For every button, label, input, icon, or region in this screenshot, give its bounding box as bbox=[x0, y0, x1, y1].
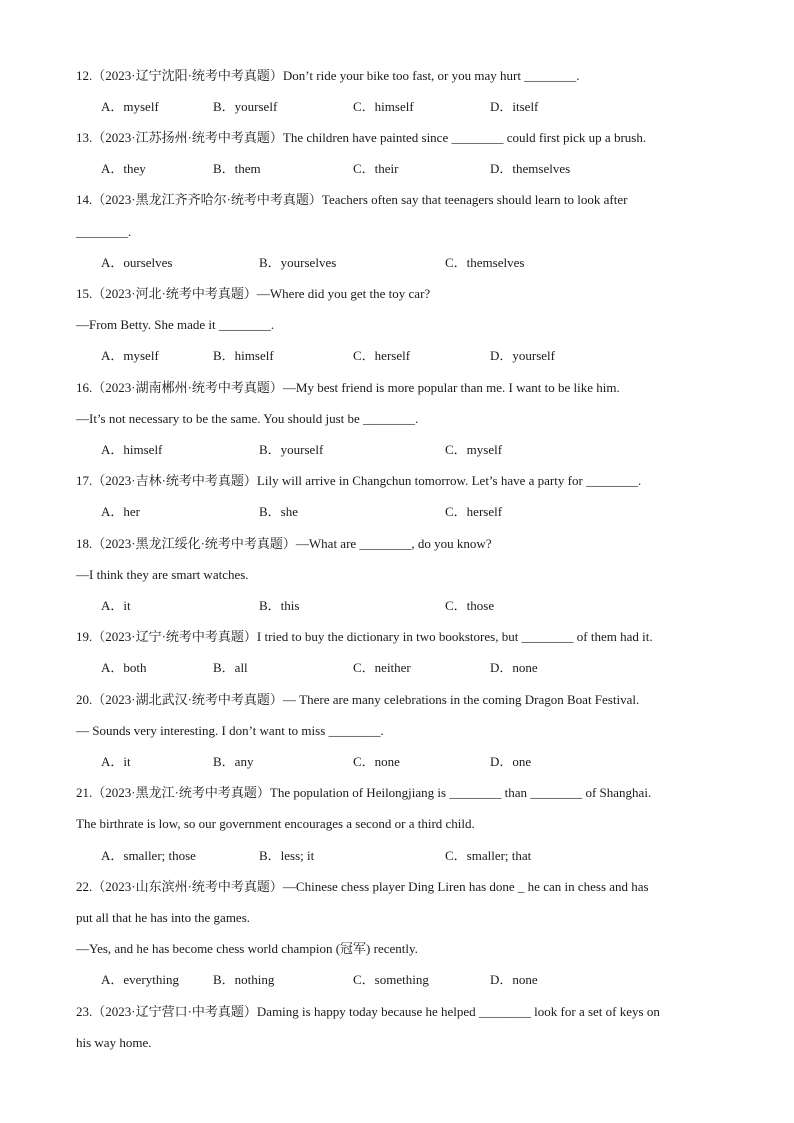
question-12-text: 12.（2023·辽宁沈阳·统考中考真题）Don’t ride your bike too fast, or you may hurt ________. bbox=[76, 68, 580, 83]
option-b: B．yourselves bbox=[259, 255, 337, 270]
option-c: C．themselves bbox=[445, 255, 525, 270]
question-23-text: 23.（2023·辽宁营口·中考真题）Daming is happy today because he helped ________ look for a set of keys on bbox=[76, 1004, 660, 1019]
option-a: A．her bbox=[101, 504, 140, 519]
option-b: B．nothing bbox=[213, 972, 275, 987]
option-c: C．smaller; that bbox=[445, 848, 532, 863]
option-a: A．myself bbox=[101, 99, 159, 114]
question-14-text: 14.（2023·黑龙江齐齐哈尔·统考中考真题）Teachers often say that teenagers should learn to look after bbox=[76, 192, 628, 207]
option-b: B．she bbox=[259, 504, 299, 519]
option-c: C．something bbox=[353, 972, 429, 987]
option-b: B．this bbox=[259, 598, 300, 613]
option-b: B．yourself bbox=[259, 442, 324, 457]
option-a: A．ourselves bbox=[101, 255, 173, 270]
question-21-text: 21.（2023·黑龙江·统考中考真题）The population of Heilongjiang is ________ than ________ of Shanghai. bbox=[76, 785, 652, 800]
question-22-text: 22.（2023·山东滨州·统考中考真题）—Chinese chess player Ding Liren has done _ he can in chess and has bbox=[76, 879, 649, 894]
option-c: C．their bbox=[353, 161, 399, 176]
option-d: D．themselves bbox=[490, 161, 571, 176]
question-22-text-cont: put all that he has into the games. bbox=[76, 910, 251, 925]
question-18-text: 18.（2023·黑龙江绥化·统考中考真题）—What are ________, do you know? bbox=[76, 536, 492, 551]
question-15-text-cont: —From Betty. She made it ________. bbox=[76, 317, 275, 332]
option-b: B．yourself bbox=[213, 99, 278, 114]
option-a: A．they bbox=[101, 161, 146, 176]
option-a: A．both bbox=[101, 660, 147, 675]
option-c: C．herself bbox=[353, 348, 411, 363]
option-a: A．smaller; those bbox=[101, 848, 196, 863]
option-d: D．none bbox=[490, 972, 538, 987]
option-a: A．it bbox=[101, 598, 131, 613]
option-c: C．none bbox=[353, 754, 400, 769]
option-b: B．himself bbox=[213, 348, 274, 363]
question-21-text-cont: The birthrate is low, so our government encourages a second or a third child. bbox=[76, 816, 475, 831]
question-19-text: 19.（2023·辽宁·统考中考真题）I tried to buy the dictionary in two bookstores, but ________ of them had it. bbox=[76, 629, 653, 644]
option-b: B．all bbox=[213, 660, 248, 675]
question-20-text: 20.（2023·湖北武汉·统考中考真题）— There are many celebrations in the coming Dragon Boat Festival. bbox=[76, 692, 640, 707]
question-23-text-cont: his way home. bbox=[76, 1035, 152, 1050]
option-c: C．herself bbox=[445, 504, 503, 519]
question-17-text: 17.（2023·吉林·统考中考真题）Lily will arrive in Changchun tomorrow. Let’s have a party for ________. bbox=[76, 473, 642, 488]
question-15-text: 15.（2023·河北·统考中考真题）—Where did you get the toy car? bbox=[76, 286, 431, 301]
question-14-text-cont: ________. bbox=[76, 224, 132, 239]
option-d: D．one bbox=[490, 754, 532, 769]
option-b: B．less; it bbox=[259, 848, 315, 863]
option-a: A．himself bbox=[101, 442, 163, 457]
option-c: C．those bbox=[445, 598, 495, 613]
question-20-text-cont: — Sounds very interesting. I don’t want to miss ________. bbox=[76, 723, 384, 738]
question-18-text-cont: —I think they are smart watches. bbox=[76, 567, 249, 582]
option-a: A．it bbox=[101, 754, 131, 769]
option-d: D．yourself bbox=[490, 348, 555, 363]
option-c: C．myself bbox=[445, 442, 503, 457]
option-c: C．neither bbox=[353, 660, 411, 675]
option-a: A．myself bbox=[101, 348, 159, 363]
option-a: A．everything bbox=[101, 972, 179, 987]
option-c: C．himself bbox=[353, 99, 414, 114]
option-d: D．none bbox=[490, 660, 538, 675]
question-16-text: 16.（2023·湖南郴州·统考中考真题）—My best friend is more popular than me. I want to be like him. bbox=[76, 380, 620, 395]
question-16-text-cont: —It’s not necessary to be the same. You should just be ________. bbox=[76, 411, 419, 426]
option-b: B．any bbox=[213, 754, 254, 769]
question-22-text-cont-2: —Yes, and he has become chess world champion (冠军) recently. bbox=[76, 941, 418, 956]
option-b: B．them bbox=[213, 161, 261, 176]
question-13-text: 13.（2023·江苏扬州·统考中考真题）The children have painted since ________ could first pick up a brush. bbox=[76, 130, 647, 145]
option-d: D．itself bbox=[490, 99, 539, 114]
